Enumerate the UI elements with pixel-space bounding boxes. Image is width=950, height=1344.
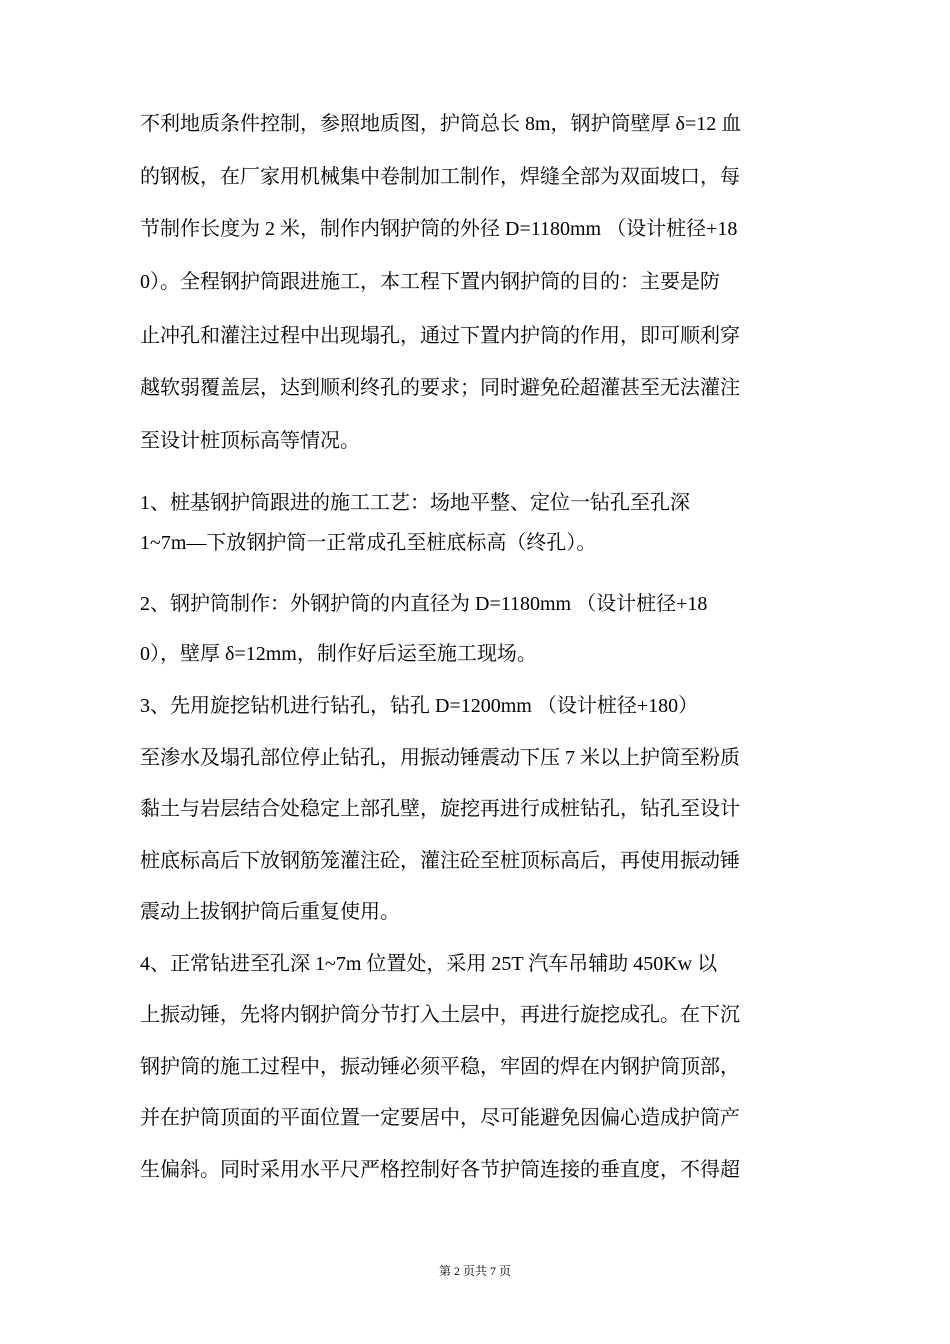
text-line: 2、钢护筒制作：外钢护筒的内直径为 D=1180mm （设计桩径+18	[140, 593, 708, 615]
text-line: 桩底标高后下放钢筋笼灌注砼，灌注砼至桩顶标高后，再使用振动锤	[140, 850, 740, 872]
text-line: 生偏斜。同时采用水平尺严格控制好各节护筒连接的垂直度，不得超	[140, 1159, 740, 1181]
text-line: 上振动锤，先将内钢护筒分节打入土层中，再进行旋挖成孔。在下沉	[140, 1004, 740, 1026]
text-line: 黏土与岩层结合处稳定上部孔壁，旋挖再进行成桩钻孔，钻孔至设计	[140, 798, 740, 820]
text-line: 至设计桩顶标高等情况。	[140, 430, 360, 452]
text-line: 至渗水及塌孔部位停止钻孔，用振动锤震动下压 7 米以上护筒至粉质	[140, 747, 740, 769]
text-line: 4、正常钻进至孔深 1~7m 位置处，采用 25T 汽车吊辅助 450Kw 以	[140, 953, 718, 975]
text-line: 3、先用旋挖钻机进行钻孔，钻孔 D=1200mm （设计桩径+180）	[140, 695, 699, 717]
text-line: 1、桩基钢护筒跟进的施工工艺：场地平整、定位一钻孔至孔深	[140, 492, 690, 514]
page-footer: 第 2 页共 7 页	[438, 1264, 511, 1278]
text-line: 1~7m—下放钢护筒一正常成孔至桩底标高（终孔）。	[140, 532, 597, 554]
text-line: 0），壁厚 δ=12mm，制作好后运至施工现场。	[140, 643, 537, 665]
text-line: 震动上拔钢护筒后重复使用。	[140, 901, 400, 923]
text-line: 钢护筒的施工过程中，振动锤必须平稳，牢固的焊在内钢护筒顶部，	[140, 1056, 740, 1078]
text-line: 止冲孔和灌注过程中出现塌孔，通过下置内护筒的作用，即可顺利穿	[140, 325, 740, 347]
text-line: 并在护筒顶面的平面位置一定要居中，尽可能避免因偏心造成护筒产	[140, 1107, 740, 1129]
text-line: 越软弱覆盖层，达到顺利终孔的要求；同时避免砼超灌甚至无法灌注	[140, 377, 740, 399]
text-line: 节制作长度为 2 米，制作内钢护筒的外径 D=1180mm （设计桩径+18	[140, 218, 738, 240]
text-line: 不利地质条件控制，参照地质图，护筒总长 8m，钢护筒壁厚 δ=12 血	[140, 113, 742, 135]
text-line: 的钢板，在厂家用机械集中卷制加工制作，焊缝全部为双面坡口，每	[140, 166, 740, 188]
text-line: 0）。全程钢护筒跟进施工，本工程下置内钢护筒的目的：主要是防	[140, 271, 720, 293]
